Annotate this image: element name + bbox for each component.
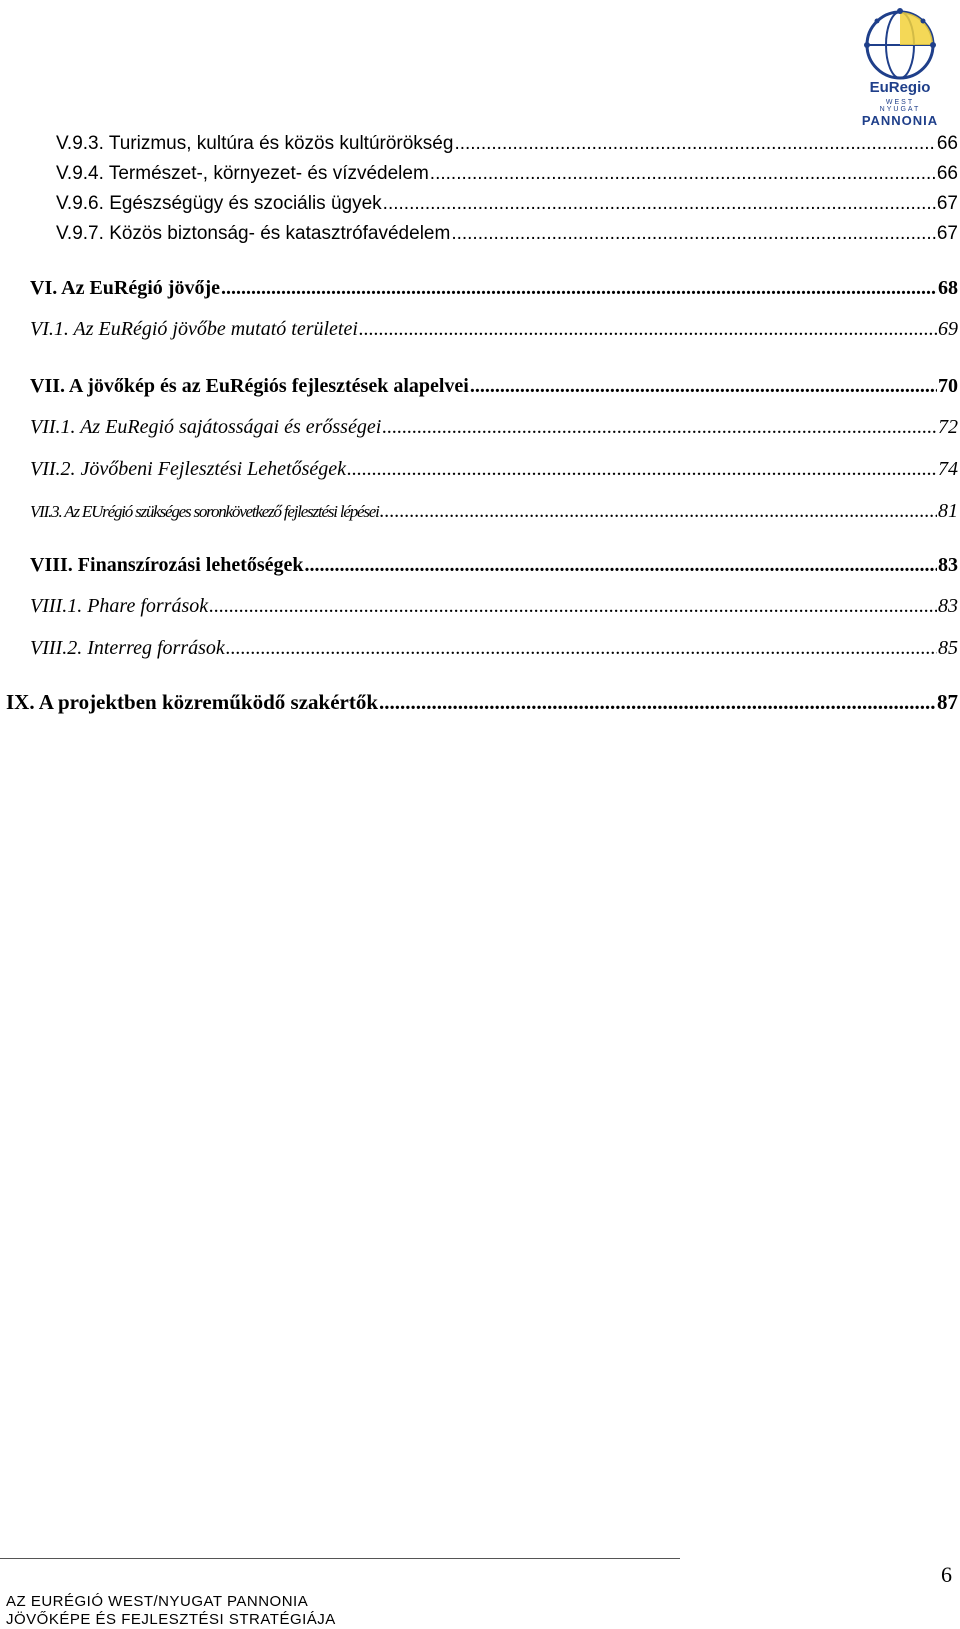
toc-entry[interactable]: [56, 133, 958, 155]
toc-entry-title: Jövőbeni Fejlesztési Lehetőségek: [80, 458, 347, 480]
toc-entry-title: Az EuRegió sajátosságai és erősségei: [80, 416, 382, 438]
footer-title-line1: AZ EURÉGIÓ WEST/NYUGAT PANNONIA: [6, 1593, 309, 1610]
toc-entry-page: 67: [936, 223, 958, 244]
toc-entry[interactable]: [30, 595, 958, 618]
toc-entry-page: 68: [938, 277, 958, 299]
toc-entry-number: VII.: [30, 375, 66, 397]
toc-entry-number: VI.1.: [30, 318, 69, 340]
toc-entry-number: VI.: [30, 277, 58, 299]
toc-entry-number: VIII.1.: [30, 595, 83, 617]
logo-west: WEST: [885, 99, 915, 106]
toc-entry-page: 87: [937, 690, 958, 714]
logo-nyugat: NYUGAT: [879, 106, 921, 113]
toc-entry-number: V.9.3.: [56, 133, 104, 154]
toc-entry-page: 83: [938, 595, 958, 617]
euregio-globe-icon: [843, 5, 957, 85]
toc-leader: [209, 595, 937, 618]
toc-entry-page: 83: [938, 554, 958, 576]
footer-title-line2: JÖVŐKÉPE ÉS FEJLESZTÉSI STRATÉGIÁJA: [6, 1611, 336, 1628]
toc-entry-title: Phare források: [87, 595, 209, 617]
toc-leader: [221, 277, 937, 300]
toc-entry-page: 69: [938, 318, 958, 340]
toc-entry-title: Az EuRégió jövőbe mutató területei: [73, 318, 358, 340]
toc-entry[interactable]: [56, 193, 958, 215]
toc-entry-title: A projektben közreműködő szakértők: [38, 690, 379, 714]
toc-leader: [305, 554, 937, 577]
toc-entry-number: VII.1.: [30, 416, 76, 438]
toc-entry-title: Finanszírozási lehetőségek: [77, 554, 304, 576]
toc-entry-title: Az EUrégió szükséges soronkövetkező fejlesztési lépései: [64, 502, 379, 521]
toc-leader: [359, 318, 937, 341]
toc-leader: [470, 375, 937, 398]
toc-entry-title: Interreg források: [87, 637, 225, 659]
logo-pannonia: PANNONIA: [861, 113, 939, 128]
toc-entry[interactable]: [56, 163, 958, 185]
toc-leader: [379, 690, 936, 715]
toc-entry-number: IX.: [6, 690, 35, 714]
footer-divider: [0, 1558, 680, 1559]
toc-entry-number: VIII.2.: [30, 637, 83, 659]
toc-leader: [380, 500, 937, 523]
page-number: 6: [941, 1562, 952, 1587]
toc-entry-title: Egészségügy és szociális ügyek: [109, 193, 382, 214]
toc-leader: [383, 193, 936, 215]
toc-leader: [451, 223, 936, 245]
toc-entry-title: Közös biztonság- és katasztrófavédelem: [109, 223, 451, 244]
toc-leader: [226, 637, 937, 660]
toc-entry-page: 66: [936, 163, 958, 184]
toc-entry[interactable]: [56, 223, 958, 245]
toc-leader: [347, 458, 937, 481]
toc-leader: [430, 163, 936, 185]
toc-entry[interactable]: [30, 318, 958, 341]
toc-entry-number: VIII.: [30, 554, 73, 576]
toc-entry-number: V.9.6.: [56, 193, 104, 214]
toc-leader: [454, 133, 935, 155]
toc-entry-page: 74: [938, 458, 958, 480]
toc-entry-title: Turizmus, kultúra és közös kultúrörökség: [108, 133, 454, 154]
toc-entry-page: 85: [938, 637, 958, 659]
toc-entry[interactable]: [30, 500, 958, 523]
toc-entry[interactable]: [30, 458, 958, 481]
toc-entry-number: V.9.4.: [56, 163, 104, 184]
logo-name: EuRegio: [869, 79, 931, 96]
toc-entry[interactable]: [30, 416, 958, 439]
toc-entry-page: 81: [938, 500, 958, 522]
toc-entry-title: Természet-, környezet- és vízvédelem: [108, 163, 429, 184]
toc-entry[interactable]: [30, 277, 958, 300]
euregio-logo: [843, 5, 957, 129]
toc-entry-number: V.9.7.: [56, 223, 104, 244]
toc-entry-number: VII.2.: [30, 458, 76, 480]
toc-entry[interactable]: [30, 375, 958, 398]
toc-entry-title: A jövőkép és az EuRégiós fejlesztések alapelvei: [68, 375, 469, 397]
toc-entry-page: 72: [938, 416, 958, 438]
toc-leader: [382, 416, 937, 439]
toc-entry-page: 66: [936, 133, 958, 154]
toc-entry[interactable]: [6, 690, 958, 715]
toc-entry[interactable]: [30, 637, 958, 660]
toc-entry[interactable]: [30, 554, 958, 577]
toc-entry-page: 70: [938, 375, 958, 397]
toc-entry-number: VII.3.: [30, 502, 62, 521]
toc-entry-page: 67: [936, 193, 958, 214]
toc-entry-title: Az EuRégió jövője: [61, 277, 220, 299]
